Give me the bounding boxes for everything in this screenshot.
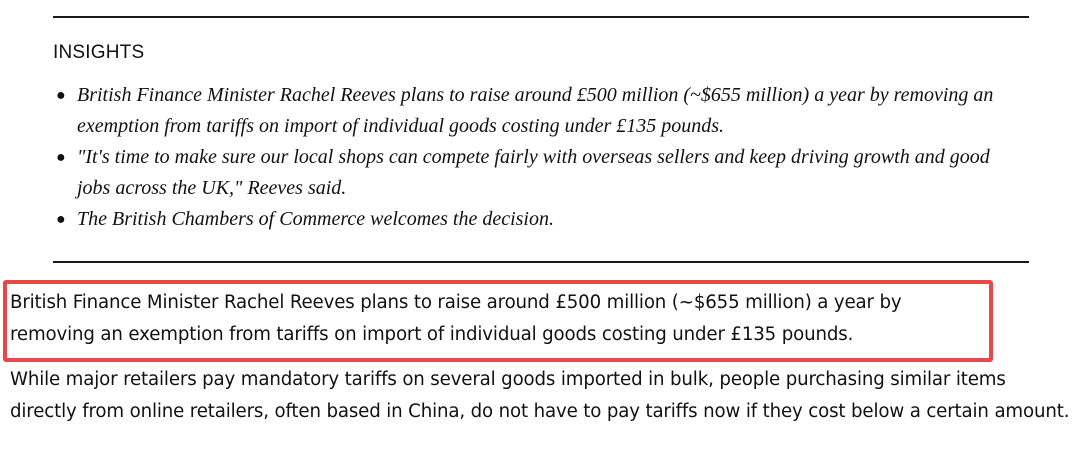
- insight-text: The British Chambers of Commerce welcomes the decision.: [77, 208, 554, 230]
- insight-text: British Finance Minister Rachel Reeves plans to raise around £500 million (~$655 million) a year by removing an exemption from tariffs on import of individual goods costing under £135 pounds.: [77, 84, 994, 137]
- bullet-icon: ●: [56, 87, 66, 104]
- highlighted-paragraph: British Finance Minister Rachel Reeves plans to raise around £500 million (~$655 million) a year by removing an exemption from tariffs on import of individual goods costing under £135 pounds.: [10, 292, 902, 345]
- insights-list: [53, 80, 1013, 235]
- insight-item: [53, 204, 1013, 235]
- insights-heading: INSIGHTS: [53, 42, 145, 63]
- insight-text: "It's time to make sure our local shops can compete fairly with overseas sellers and keep driving growth and good jobs across the UK," Reeves said.: [77, 146, 990, 199]
- insights-top-divider: [53, 16, 1029, 18]
- bullet-icon: ●: [56, 149, 66, 166]
- body-paragraph: While major retailers pay mandatory tariffs on several goods imported in bulk, people purchasing similar items directly from online retailers, often based in China, do not have to pay tariffs now if they cost below a certain amount.: [10, 369, 1070, 422]
- insight-item: [53, 142, 1013, 204]
- insights-bottom-divider: [53, 261, 1029, 263]
- bullet-icon: ●: [56, 211, 66, 228]
- insight-item: [53, 80, 1013, 142]
